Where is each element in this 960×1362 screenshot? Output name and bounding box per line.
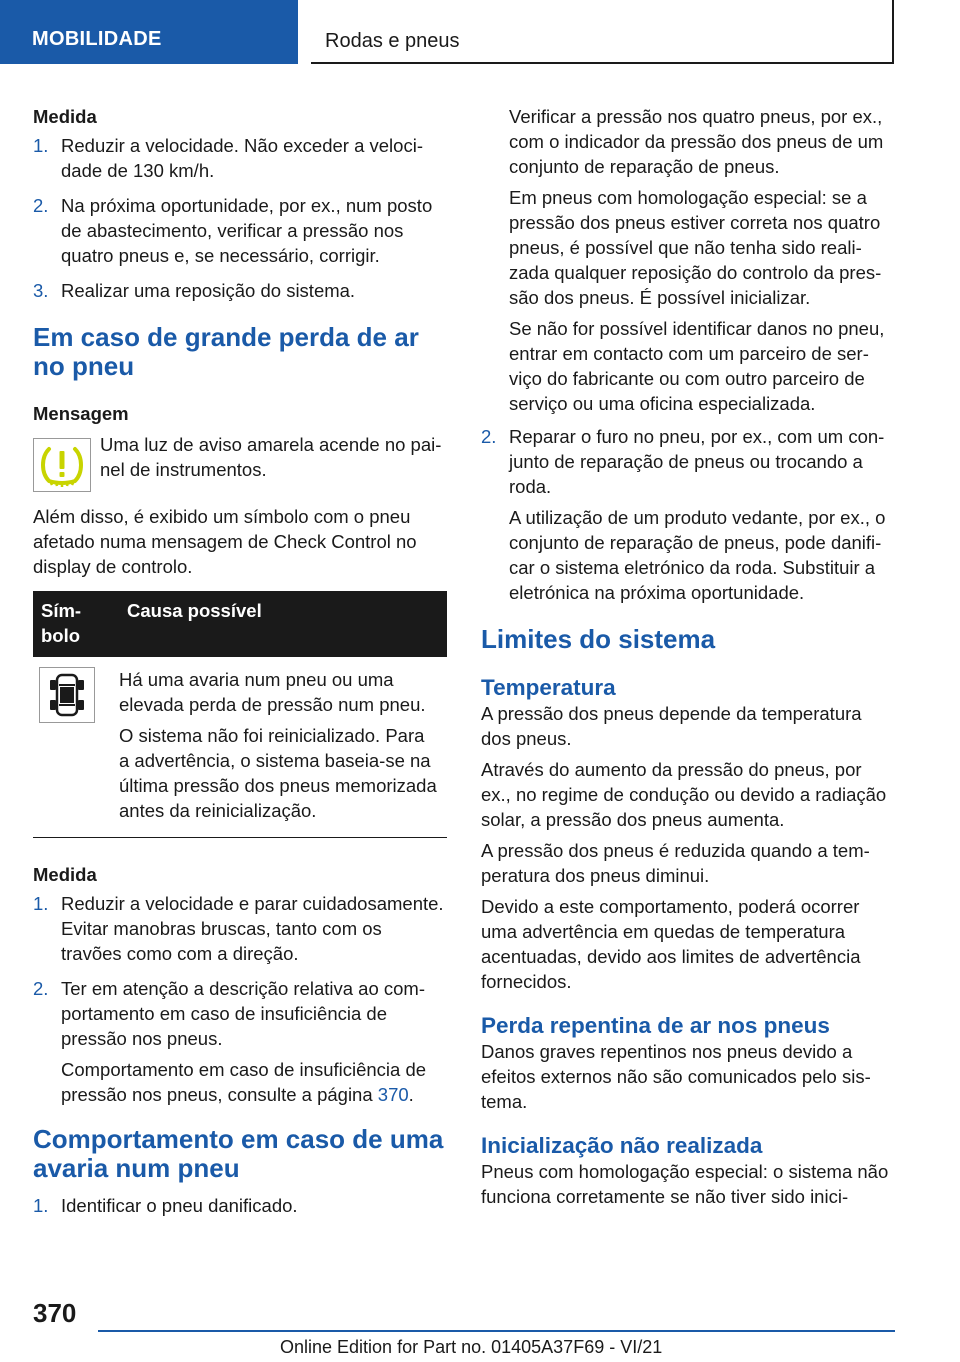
section-heading-failure: Comportamento em caso de uma avaria num pneu xyxy=(33,1124,444,1183)
car-symbol-box xyxy=(39,667,95,723)
paragraph: Pneus com homologação especial: o sistema não funciona corretamente se não tiver sido inici- xyxy=(481,1161,889,1207)
steps-list-1 xyxy=(33,133,447,303)
page-number: 370 xyxy=(33,1298,77,1328)
steps-list-3 xyxy=(33,1193,447,1218)
list-item: 3. Realizar uma reposição do sistema. xyxy=(33,280,356,301)
message-heading: Mensagem xyxy=(33,403,129,424)
right-column xyxy=(481,104,895,1209)
left-column xyxy=(33,104,447,1218)
list-item: 2. Na próxima oportunidade, por ex., num posto de abastecimento, verificar a pressão nos quatro pneus e, se necessário, corrigir. xyxy=(33,195,433,266)
step2-note: Comportamento em caso de insuficiência de pressão nos pneus, consulte a página 370. xyxy=(61,1059,427,1105)
steps-list-right xyxy=(481,424,895,605)
paragraph: A pressão dos pneus depende da temperatura dos pneus. xyxy=(481,703,862,749)
cause-cell xyxy=(119,657,447,838)
section-title: MOBILIDADE xyxy=(32,28,162,50)
table-row xyxy=(33,657,447,838)
section-heading-limits: Limites do sistema xyxy=(481,624,716,654)
page-reference-link[interactable]: 370 xyxy=(377,1084,409,1105)
car-tire-symbol-icon xyxy=(47,671,87,719)
sudden-loss-heading: Perda repentina de ar nos pneus xyxy=(481,1013,830,1038)
measure2-heading: Medida xyxy=(33,864,97,885)
step1-continuation xyxy=(481,104,895,416)
list-item: 1. Identificar o pneu danificado. xyxy=(33,1195,298,1216)
steps-list-2 xyxy=(33,891,447,1107)
paragraph: Se não for possível identificar danos no pneu, entrar em contacto com um parceiro de serviço do fabricante ou com outro parceiro de serviço ou uma oficina especializada. xyxy=(509,318,885,414)
paragraph: A pressão dos pneus é reduzida quando a temperatura dos pneus diminui. xyxy=(481,840,870,886)
list-item: 2. Ter em atenção a descrição relativa ao comportamento em caso de insuficiência de pressão nos pneus. Comportamento em caso de insuficiência de pressão nos pneus, consulte a página 370. xyxy=(33,976,447,1107)
table-header-row xyxy=(33,591,447,657)
paragraph: Através do aumento da pressão do pneus, por ex., no regime de condução ou devido a radiação solar, a pressão dos pneus aumenta. xyxy=(481,759,887,830)
section-tab xyxy=(0,0,298,64)
list-item: 1. Reduzir a velocidade e parar cuidadosamente. Evitar manobras bruscas, tanto com os travões como com a direção. xyxy=(33,893,444,964)
also-text: Além disso, é exibido um símbolo com o pneu afetado numa mensagem de Check Control no display de controlo. xyxy=(33,506,417,577)
topic-tab xyxy=(311,0,894,64)
section-heading-big-loss: Em caso de grande perda de ar no pneu xyxy=(33,322,419,381)
paragraph: Em pneus com homologação especial: se a pressão dos pneus estiver correta nos quatro pneus, é possível que não tenha sido realizada qualquer reposição do controlo da pressão dos pneus. É possível inicializar. xyxy=(509,187,882,308)
col-cause-header: Causa possível xyxy=(119,591,447,657)
symbol-cell xyxy=(33,657,119,838)
edition-text: Online Edition for Part no. 01405A37F69 - VI/21 xyxy=(280,1337,663,1357)
init-heading: Inicialização não realizada xyxy=(481,1133,763,1158)
cause-text-2: O sistema não foi reinicializado. Para a advertência, o sistema baseia-se na última pressão dos pneus memorizada antes da reinicialização. xyxy=(119,725,437,821)
cause-text-1: Há uma avaria num pneu ou uma elevada perda de pressão num pneu. xyxy=(119,669,426,715)
col-symbol-header: Sím-bolo xyxy=(33,591,119,657)
symbol-table xyxy=(33,591,447,838)
tire-pressure-warning-icon xyxy=(37,443,87,487)
footer-divider xyxy=(98,1330,895,1332)
list-item: 2. Reparar o furo no pneu, por ex., com um conjunto de reparação de pneus ou trocando a roda. A utilização de um produto vedante, por ex., o conjunto de reparação de pneus, pode danificar o sistema eletrónico da roda. Substituir a eletrónica na próxima oportunidade. xyxy=(481,424,895,605)
paragraph: Verificar a pressão nos quatro pneus, por ex., com o indicador da pressão dos pneus de um conjunto de reparação de pneus. xyxy=(509,106,884,177)
paragraph: Danos graves repentinos nos pneus devido a efeitos externos não são comunicados pelo sistema. xyxy=(481,1041,871,1112)
temperature-heading: Temperatura xyxy=(481,675,616,700)
paragraph: Devido a este comportamento, poderá ocorrer uma advertência em quedas de temperatura acentuadas, devido aos limites de advertência fornecidos. xyxy=(481,896,861,992)
topic-title: Rodas e pneus xyxy=(325,30,460,52)
list-item: 1. Reduzir a velocidade. Não exceder a velocidade de 130 km/h. xyxy=(33,135,423,181)
warning-icon-box xyxy=(33,438,91,492)
warning-row xyxy=(33,434,447,492)
paragraph: A utilização de um produto vedante, por ex., o conjunto de reparação de pneus, pode danificar o sistema eletrónico da roda. Substituir a eletrónica na próxima oportunidade. xyxy=(509,507,886,603)
measure-heading: Medida xyxy=(33,106,97,127)
warning-text: Uma luz de aviso amarela acende no painel de instrumentos. xyxy=(100,434,442,480)
